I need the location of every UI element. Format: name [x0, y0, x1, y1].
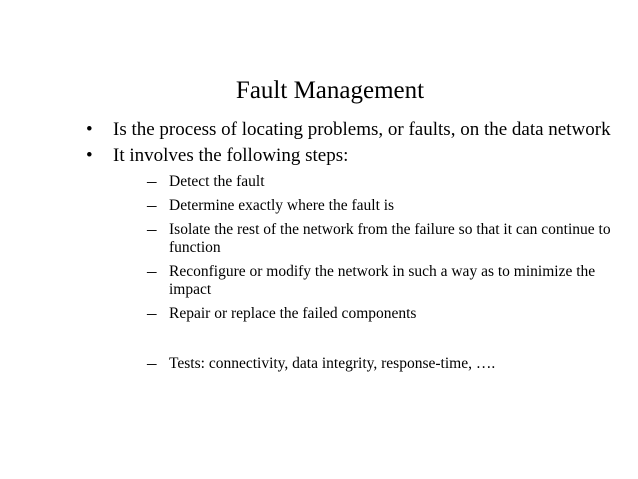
step-item	[140, 221, 616, 257]
dash-marker: –	[147, 303, 157, 324]
bullet-item	[86, 118, 616, 141]
dash-marker: –	[147, 261, 157, 282]
bullet-marker: •	[86, 119, 93, 140]
bullet-marker: •	[86, 145, 93, 166]
dash-marker: –	[147, 195, 157, 216]
dash-marker: –	[147, 219, 157, 240]
step-item	[140, 197, 616, 215]
step-item	[140, 355, 616, 373]
slide-title: Fault Management	[235, 77, 425, 104]
step-item	[140, 305, 616, 323]
step-text: Tests: connectivity, data integrity, response-time, ….	[169, 355, 496, 372]
step-list	[140, 173, 616, 373]
dash-marker: –	[147, 353, 157, 374]
step-text: Reconfigure or modify the network in such a way as to minimize the impact	[169, 263, 596, 298]
step-text: Determine exactly where the fault is	[169, 197, 395, 214]
step-item	[140, 263, 616, 299]
step-item	[140, 173, 616, 191]
bullet-item	[86, 144, 616, 373]
bullet-text: Is the process of locating problems, or faults, on the data network	[113, 119, 611, 140]
step-text: Detect the fault	[169, 173, 265, 190]
bullet-list	[86, 118, 616, 379]
dash-marker: –	[147, 171, 157, 192]
step-text: Isolate the rest of the network from the failure so that it can continue to function	[169, 221, 611, 256]
step-text: Repair or replace the failed components	[169, 305, 417, 322]
bullet-text: It involves the following steps:	[113, 145, 349, 166]
